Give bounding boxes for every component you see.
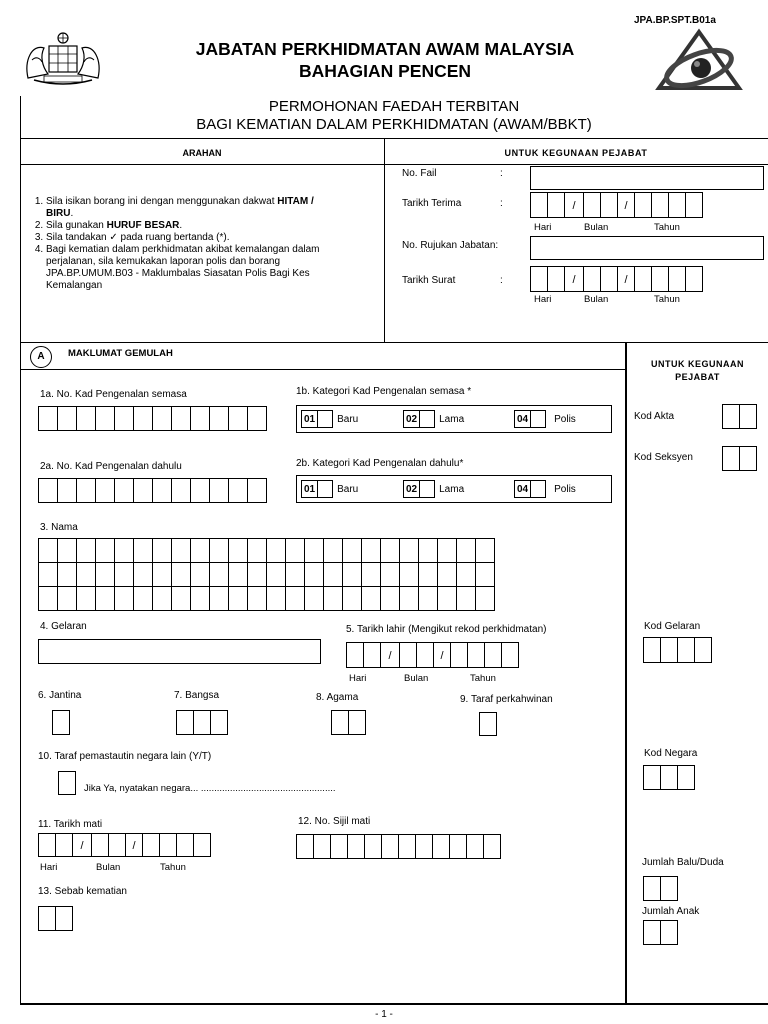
char-box[interactable] bbox=[57, 478, 77, 503]
char-box[interactable] bbox=[57, 538, 77, 563]
death-date-input[interactable] bbox=[38, 833, 211, 857]
char-box[interactable] bbox=[466, 834, 484, 859]
cat-label: Baru bbox=[337, 483, 359, 495]
jumlah-balu-label: Jumlah Balu/Duda bbox=[642, 857, 724, 868]
char-box[interactable] bbox=[76, 586, 96, 611]
char-box[interactable] bbox=[380, 586, 400, 611]
char-box[interactable] bbox=[209, 538, 229, 563]
char-box[interactable] bbox=[247, 562, 267, 587]
side-office-heading-2: PEJABAT bbox=[675, 372, 720, 382]
char-box[interactable] bbox=[228, 538, 248, 563]
malaysia-crest-icon bbox=[22, 30, 104, 88]
char-box[interactable] bbox=[285, 538, 305, 563]
org-name: JABATAN PERKHIDMATAN AWAM MALAYSIA bbox=[195, 39, 575, 59]
country-note: Jika Ya, nyatakan negara... ................................................... bbox=[84, 783, 336, 794]
kod-gelaran-input[interactable] bbox=[643, 637, 712, 663]
char-box[interactable] bbox=[483, 834, 501, 859]
colon: : bbox=[500, 198, 503, 209]
char-box[interactable] bbox=[133, 562, 153, 587]
char-box[interactable] bbox=[475, 538, 495, 563]
char-box[interactable] bbox=[133, 538, 153, 563]
char-box[interactable] bbox=[76, 406, 96, 431]
page-number: - 1 - bbox=[375, 1009, 393, 1020]
char-box[interactable] bbox=[247, 538, 267, 563]
instruction-3: 3. Sila tandakan ✓ pada ruang bertanda (*). bbox=[46, 232, 370, 244]
char-box[interactable] bbox=[304, 562, 324, 587]
char-box[interactable] bbox=[95, 538, 115, 563]
year-label: Tahun bbox=[654, 222, 680, 233]
char-box[interactable] bbox=[114, 406, 134, 431]
char-box[interactable] bbox=[418, 538, 438, 563]
char-box[interactable] bbox=[342, 538, 362, 563]
ic-previous-input[interactable] bbox=[38, 478, 267, 503]
char-box[interactable] bbox=[304, 586, 324, 611]
cat-code: 02 bbox=[403, 410, 419, 428]
colon: : bbox=[500, 168, 503, 179]
date-separator: / bbox=[125, 833, 143, 857]
day-label: Hari bbox=[349, 673, 367, 684]
jumlah-anak-label: Jumlah Anak bbox=[642, 906, 700, 917]
char-box[interactable] bbox=[266, 538, 286, 563]
char-box[interactable] bbox=[247, 478, 267, 503]
char-box[interactable] bbox=[361, 562, 381, 587]
char-box[interactable] bbox=[190, 538, 210, 563]
ic-current-cat-lama[interactable] bbox=[403, 410, 464, 428]
form-subtitle: BAGI KEMATIAN DALAM PERKHIDMATAN (AWAM/BBKT) bbox=[196, 116, 592, 133]
char-box[interactable] bbox=[323, 586, 343, 611]
month-label: Bulan bbox=[584, 222, 609, 233]
char-box[interactable] bbox=[228, 586, 248, 611]
char-box[interactable] bbox=[228, 406, 248, 431]
form-code: JPA.BP.SPT.B01a bbox=[634, 15, 716, 26]
cat-code: 01 bbox=[301, 410, 317, 428]
char-box[interactable] bbox=[247, 586, 267, 611]
name-input-row-3[interactable] bbox=[38, 586, 495, 611]
char-box[interactable] bbox=[209, 406, 229, 431]
char-box[interactable] bbox=[399, 586, 419, 611]
char-box[interactable] bbox=[285, 586, 305, 611]
char-box[interactable] bbox=[418, 562, 438, 587]
day-label: Hari bbox=[40, 862, 58, 873]
kod-akta-input[interactable] bbox=[722, 404, 757, 429]
char-box[interactable] bbox=[432, 834, 450, 859]
kod-akta-label: Kod Akta bbox=[634, 411, 675, 422]
char-box[interactable] bbox=[398, 834, 416, 859]
name-input-row-2[interactable] bbox=[38, 562, 495, 587]
f5-label: 5. Tarikh lahir (Mengikut rekod perkhidmatan) bbox=[346, 624, 547, 635]
char-box[interactable] bbox=[330, 834, 348, 859]
day-label: Hari bbox=[534, 222, 552, 233]
char-box[interactable] bbox=[133, 586, 153, 611]
instruction-4: 4. Bagi kematian dalam perkhidmatan akibat kemalangan dalam perjalanan, sila kemukakan laporan polis dan borang JPA.BP.UMUM.B03 - Maklumbalas Siasatan Polis Bagi Kes Kemalangan bbox=[46, 244, 370, 292]
char-box[interactable] bbox=[437, 538, 457, 563]
letter-date-input[interactable] bbox=[530, 266, 703, 292]
cat-label: Lama bbox=[439, 483, 465, 495]
char-box[interactable] bbox=[114, 538, 134, 563]
f9-label: 9. Taraf perkahwinan bbox=[460, 694, 553, 705]
cat-code: 01 bbox=[301, 480, 317, 498]
death-cert-input[interactable] bbox=[296, 834, 501, 859]
ic-current-cat-baru[interactable] bbox=[301, 410, 358, 428]
char-box[interactable] bbox=[171, 478, 191, 503]
race-input[interactable] bbox=[176, 710, 228, 735]
char-box[interactable] bbox=[342, 562, 362, 587]
char-box[interactable] bbox=[266, 562, 286, 587]
f7-label: 7. Bangsa bbox=[174, 690, 220, 701]
kod-seksyen-input[interactable] bbox=[722, 446, 757, 471]
month-label: Bulan bbox=[404, 673, 429, 684]
char-box[interactable] bbox=[152, 538, 172, 563]
char-box[interactable] bbox=[342, 586, 362, 611]
char-box[interactable] bbox=[38, 586, 58, 611]
jumlah-anak-input[interactable] bbox=[643, 920, 678, 945]
year-label: Tahun bbox=[470, 673, 496, 684]
instruction-2: 2. Sila gunakan HURUF BESAR. bbox=[46, 220, 370, 232]
char-box[interactable] bbox=[38, 478, 58, 503]
f4-label: 4. Gelaran bbox=[40, 621, 87, 632]
char-box[interactable] bbox=[361, 538, 381, 563]
cat-label: Baru bbox=[337, 413, 359, 425]
date-separator: / bbox=[564, 192, 584, 218]
char-box[interactable] bbox=[313, 834, 331, 859]
cat-code: 02 bbox=[403, 480, 419, 498]
f3-label: 3. Nama bbox=[40, 522, 78, 533]
dept-ref-label: No. Rujukan Jabatan: bbox=[402, 240, 499, 251]
day-label: Hari bbox=[534, 294, 552, 305]
gender-input[interactable] bbox=[52, 710, 70, 735]
jpa-logo-icon bbox=[655, 28, 743, 92]
char-box[interactable] bbox=[361, 586, 381, 611]
kod-gelaran-label: Kod Gelaran bbox=[644, 621, 701, 632]
char-box[interactable] bbox=[114, 478, 134, 503]
char-box[interactable] bbox=[57, 406, 77, 431]
letter-date-label: Tarikh Surat bbox=[402, 275, 456, 286]
char-box[interactable] bbox=[456, 562, 476, 587]
instructions-list bbox=[30, 196, 370, 292]
date-separator: / bbox=[617, 266, 635, 292]
char-box[interactable] bbox=[347, 834, 365, 859]
char-box[interactable] bbox=[95, 406, 115, 431]
char-box[interactable] bbox=[266, 586, 286, 611]
char-box[interactable] bbox=[209, 478, 229, 503]
char-box[interactable] bbox=[76, 478, 96, 503]
char-box[interactable] bbox=[114, 586, 134, 611]
file-no-input[interactable] bbox=[530, 166, 764, 190]
char-box[interactable] bbox=[76, 562, 96, 587]
char-box[interactable] bbox=[152, 562, 172, 587]
date-separator: / bbox=[433, 642, 451, 668]
char-box[interactable] bbox=[95, 586, 115, 611]
month-label: Bulan bbox=[96, 862, 121, 873]
char-box[interactable] bbox=[114, 562, 134, 587]
f1b-label: 1b. Kategori Kad Pengenalan semasa * bbox=[296, 386, 472, 397]
f6-label: 6. Jantina bbox=[38, 690, 82, 701]
year-label: Tahun bbox=[160, 862, 186, 873]
cat-code: 04 bbox=[514, 410, 530, 428]
char-box[interactable] bbox=[190, 406, 210, 431]
char-box[interactable] bbox=[475, 562, 495, 587]
char-box[interactable] bbox=[380, 562, 400, 587]
ic-previous-cat-lama[interactable] bbox=[403, 480, 464, 498]
f2b-label: 2b. Kategori Kad Pengenalan dahulu* bbox=[296, 458, 464, 469]
month-label: Bulan bbox=[584, 294, 609, 305]
char-box[interactable] bbox=[456, 538, 476, 563]
cat-code: 04 bbox=[514, 480, 530, 498]
char-box[interactable] bbox=[228, 562, 248, 587]
ic-current-cat-polis[interactable] bbox=[514, 410, 576, 428]
char-box[interactable] bbox=[418, 586, 438, 611]
char-box[interactable] bbox=[437, 586, 457, 611]
char-box[interactable] bbox=[57, 586, 77, 611]
instruction-1: 1. Sila isikan borang ini dengan menggunakan dakwat HITAM / BIRU. bbox=[46, 196, 370, 220]
char-box[interactable] bbox=[285, 562, 305, 587]
char-box[interactable] bbox=[171, 586, 191, 611]
received-date-input[interactable] bbox=[530, 192, 703, 218]
f2a-label: 2a. No. Kad Pengenalan dahulu bbox=[40, 461, 182, 472]
char-box[interactable] bbox=[209, 586, 229, 611]
dept-ref-input[interactable] bbox=[530, 236, 764, 260]
cat-label: Polis bbox=[554, 413, 576, 425]
f8-label: 8. Agama bbox=[316, 692, 359, 703]
char-box[interactable] bbox=[456, 586, 476, 611]
f12-label: 12. No. Sijil mati bbox=[298, 816, 371, 827]
colon: : bbox=[500, 275, 503, 286]
title-input[interactable] bbox=[38, 639, 321, 664]
char-box[interactable] bbox=[190, 478, 210, 503]
f13-label: 13. Sebab kematian bbox=[38, 886, 127, 897]
char-box[interactable] bbox=[171, 538, 191, 563]
char-box[interactable] bbox=[475, 586, 495, 611]
char-box[interactable] bbox=[228, 478, 248, 503]
char-box[interactable] bbox=[415, 834, 433, 859]
date-separator: / bbox=[380, 642, 400, 668]
ic-current-input[interactable] bbox=[38, 406, 267, 431]
char-box[interactable] bbox=[152, 586, 172, 611]
ic-previous-cat-polis[interactable] bbox=[514, 480, 576, 498]
marital-status-input[interactable] bbox=[479, 712, 497, 736]
name-input-row-1[interactable] bbox=[38, 538, 495, 563]
cat-label: Polis bbox=[554, 483, 576, 495]
religion-input[interactable] bbox=[331, 710, 366, 735]
date-separator: / bbox=[564, 266, 584, 292]
char-box[interactable] bbox=[171, 562, 191, 587]
form-title: PERMOHONAN FAEDAH TERBITAN bbox=[268, 98, 520, 115]
f1a-label: 1a. No. Kad Pengenalan semasa bbox=[40, 389, 187, 400]
cat-label: Lama bbox=[439, 413, 465, 425]
char-box[interactable] bbox=[57, 562, 77, 587]
char-box[interactable] bbox=[296, 834, 314, 859]
kod-negara-input[interactable] bbox=[643, 765, 695, 790]
char-box[interactable] bbox=[247, 406, 267, 431]
char-box[interactable] bbox=[399, 562, 419, 587]
org-division: BAHAGIAN PENCEN bbox=[298, 61, 472, 81]
char-box[interactable] bbox=[381, 834, 399, 859]
instructions-heading: ARAHAN bbox=[182, 148, 222, 158]
char-box[interactable] bbox=[152, 406, 172, 431]
char-box[interactable] bbox=[152, 478, 172, 503]
char-box[interactable] bbox=[171, 406, 191, 431]
char-box[interactable] bbox=[399, 538, 419, 563]
char-box[interactable] bbox=[76, 538, 96, 563]
section-a-badge: A bbox=[30, 346, 52, 368]
char-box[interactable] bbox=[304, 538, 324, 563]
char-box[interactable] bbox=[38, 562, 58, 587]
char-box[interactable] bbox=[190, 586, 210, 611]
date-separator: / bbox=[72, 833, 92, 857]
side-office-heading: UNTUK KEGUNAAN bbox=[651, 359, 744, 369]
char-box[interactable] bbox=[190, 562, 210, 587]
char-box[interactable] bbox=[38, 538, 58, 563]
char-box[interactable] bbox=[209, 562, 229, 587]
residency-input[interactable] bbox=[58, 771, 76, 795]
char-box[interactable] bbox=[133, 406, 153, 431]
char-box[interactable] bbox=[437, 562, 457, 587]
ic-previous-cat-baru[interactable] bbox=[301, 480, 358, 498]
f11-label: 11. Tarikh mati bbox=[38, 819, 103, 830]
char-box[interactable] bbox=[323, 562, 343, 587]
file-no-label: No. Fail bbox=[402, 168, 437, 179]
death-cause-input[interactable] bbox=[38, 906, 73, 931]
office-use-heading: UNTUK KEGUNAAN PEJABAT bbox=[504, 148, 648, 158]
jumlah-balu-input[interactable] bbox=[643, 876, 678, 901]
char-box[interactable] bbox=[380, 538, 400, 563]
year-label: Tahun bbox=[654, 294, 680, 305]
char-box[interactable] bbox=[364, 834, 382, 859]
char-box[interactable] bbox=[133, 478, 153, 503]
received-date-label: Tarikh Terima bbox=[402, 198, 462, 209]
char-box[interactable] bbox=[95, 478, 115, 503]
section-a-title: MAKLUMAT GEMULAH bbox=[68, 348, 173, 359]
kod-seksyen-label: Kod Seksyen bbox=[634, 452, 693, 463]
char-box[interactable] bbox=[323, 538, 343, 563]
char-box[interactable] bbox=[449, 834, 467, 859]
char-box[interactable] bbox=[38, 406, 58, 431]
birth-date-input[interactable] bbox=[346, 642, 519, 668]
date-separator: / bbox=[617, 192, 635, 218]
kod-negara-label: Kod Negara bbox=[644, 748, 698, 759]
f10-label: 10. Taraf pemastautin negara lain (Y/T) bbox=[38, 751, 212, 762]
char-box[interactable] bbox=[95, 562, 115, 587]
